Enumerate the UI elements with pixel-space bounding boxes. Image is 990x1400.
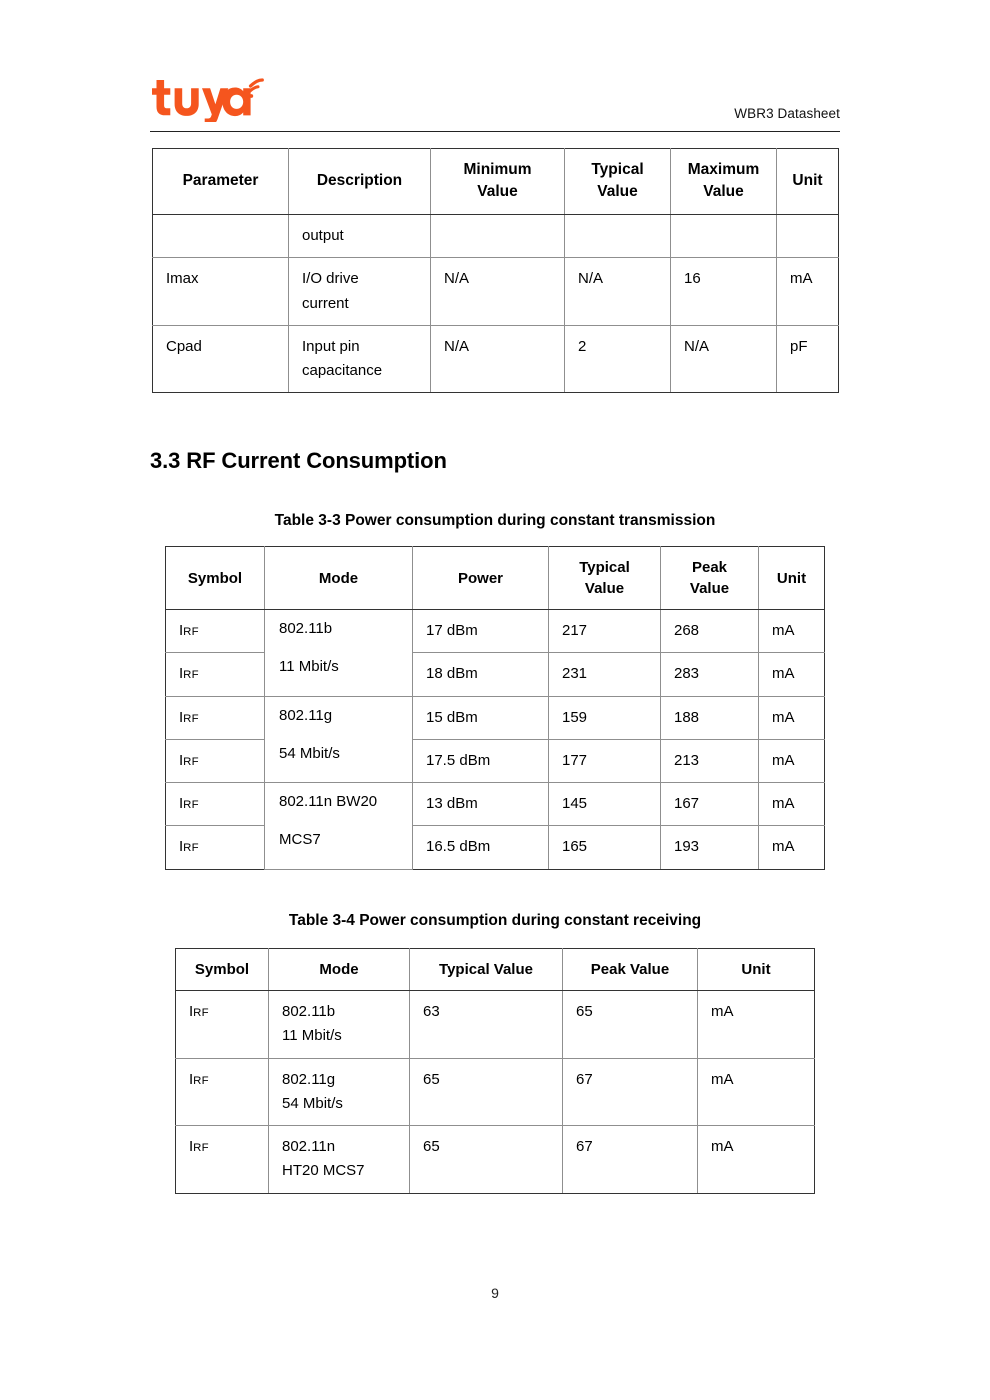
cell-parameter: Imax (153, 258, 289, 326)
cell-symbol (166, 653, 265, 696)
cell-peak: 283 (661, 653, 759, 696)
table-row (166, 783, 825, 826)
cell-description-line2: capacitance (302, 362, 383, 380)
column-header-typical-line2: Value (584, 580, 625, 597)
symbol-subscript: RF (193, 1007, 209, 1019)
cell-peak: 213 (661, 739, 759, 782)
cell-mode-line1: 802.11g (279, 706, 333, 724)
table-row (166, 826, 825, 869)
cell-symbol (166, 610, 265, 653)
column-header-typical-line1: Typical (591, 161, 644, 178)
cell-minimum: N/A (431, 325, 565, 393)
symbol-base: I (179, 708, 184, 726)
page-number: 9 (491, 1285, 499, 1301)
cell-description: output (289, 214, 431, 257)
cell-mode (265, 696, 413, 783)
cell-mode (269, 1058, 410, 1126)
column-header-maximum-value (671, 149, 777, 215)
symbol-base: I (179, 665, 184, 683)
table-header-row (176, 949, 815, 991)
cell-typical: 65 (410, 1126, 563, 1194)
cell-typical: N/A (565, 258, 671, 326)
table-row (166, 610, 825, 653)
cell-typical: 177 (549, 739, 661, 782)
table-row (166, 739, 825, 782)
cell-unit: mA (759, 826, 825, 869)
cell-unit: mA (759, 653, 825, 696)
cell-unit: mA (759, 696, 825, 739)
column-header-typical-line1: Typical (579, 559, 630, 576)
cell-peak: 193 (661, 826, 759, 869)
column-header-typical-value (549, 547, 661, 610)
symbol-base: I (189, 1003, 194, 1020)
symbol-subscript: RF (183, 626, 199, 638)
document-header (150, 70, 840, 132)
cell-symbol (176, 1058, 269, 1126)
column-header-symbol: Symbol (166, 547, 265, 610)
table-row (153, 258, 839, 326)
cell-mode-line1: 802.11b (282, 1003, 336, 1020)
cell-mode (269, 1126, 410, 1194)
column-header-power: Power (413, 547, 549, 610)
cell-parameter: Cpad (153, 325, 289, 393)
cell-symbol (176, 991, 269, 1059)
cell-mode-line2: MCS7 (279, 831, 321, 849)
cell-peak: 67 (563, 1126, 698, 1194)
cell-unit: mA (698, 1058, 815, 1126)
cell-mode-line2: 54 Mbit/s (279, 744, 340, 762)
symbol-base: I (179, 751, 184, 769)
cell-typical: 145 (549, 783, 661, 826)
cell-typical: 2 (565, 325, 671, 393)
column-header-unit: Unit (759, 547, 825, 610)
cell-unit (777, 214, 839, 257)
cell-typical: 159 (549, 696, 661, 739)
column-header-parameter: Parameter (153, 149, 289, 215)
column-header-minimum-line1: Minimum (463, 161, 532, 178)
cell-symbol (166, 739, 265, 782)
table-3-4-constant-receiving (175, 948, 815, 1194)
header-divider-rule (150, 131, 840, 132)
symbol-subscript: RF (183, 669, 199, 682)
cell-mode-line2: 11 Mbit/s (282, 1027, 342, 1045)
symbol-base: I (189, 1070, 194, 1088)
cell-unit: mA (698, 1126, 815, 1194)
cell-maximum (671, 214, 777, 257)
cell-mode-line2: 54 Mbit/s (282, 1094, 343, 1112)
cell-typical: 217 (549, 610, 661, 653)
cell-mode-line1: 802.11n BW20 (279, 793, 378, 811)
column-header-typical-value: Typical Value (410, 949, 563, 991)
cell-mode-line2: HT20 MCS7 (282, 1162, 365, 1180)
cell-typical: 65 (410, 1058, 563, 1126)
symbol-subscript: RF (183, 712, 199, 725)
table-row (166, 696, 825, 739)
cell-peak: 167 (661, 783, 759, 826)
cell-mode (265, 783, 413, 870)
table-row (166, 653, 825, 696)
symbol-base: I (179, 838, 184, 856)
column-header-maximum-line1: Maximum (687, 161, 760, 178)
table-row (153, 325, 839, 393)
cell-peak: 268 (661, 610, 759, 653)
cell-typical: 63 (410, 991, 563, 1059)
cell-power: 18 dBm (413, 653, 549, 696)
cell-unit: pF (777, 325, 839, 393)
table-3-3-caption: Table 3-3 Power consumption during constant transmission (274, 512, 716, 529)
cell-symbol (166, 696, 265, 739)
cell-mode (269, 991, 410, 1059)
column-header-symbol: Symbol (176, 949, 269, 991)
column-header-unit: Unit (698, 949, 815, 991)
column-header-mode: Mode (269, 949, 410, 991)
cell-power: 16.5 dBm (413, 826, 549, 869)
column-header-peak-line1: Peak (691, 559, 728, 576)
symbol-subscript: RF (193, 1142, 209, 1155)
cell-unit: mA (759, 739, 825, 782)
cell-unit: mA (698, 991, 815, 1059)
column-header-minimum-value (431, 149, 565, 215)
column-header-typical-value (565, 149, 671, 215)
symbol-subscript: RF (183, 842, 199, 855)
table-header-row (166, 547, 825, 610)
page-title: 3.3 RF Current Consumption (150, 448, 447, 473)
column-header-mode: Mode (265, 547, 413, 610)
cell-peak: 67 (563, 1058, 698, 1126)
cell-typical (565, 214, 671, 257)
column-header-typical-line2: Value (597, 183, 638, 201)
symbol-base: I (189, 1138, 194, 1156)
cell-typical: 231 (549, 653, 661, 696)
table-3-3-constant-transmission (165, 546, 825, 870)
table-row (176, 1126, 815, 1194)
cell-minimum: N/A (431, 258, 565, 326)
table-header-row (153, 149, 839, 215)
cell-description-line2: current (302, 294, 349, 312)
cell-symbol (176, 1126, 269, 1194)
cell-description (289, 325, 431, 393)
cell-peak: 65 (563, 991, 698, 1059)
cell-mode-line1: 802.11n (282, 1138, 336, 1156)
cell-mode-line1: 802.11g (282, 1070, 336, 1088)
column-header-maximum-line2: Value (703, 183, 744, 201)
symbol-subscript: RF (193, 1074, 209, 1087)
cell-unit: mA (777, 258, 839, 326)
cell-description-line1: I/O drive (302, 270, 359, 288)
table-row (176, 1058, 815, 1126)
cell-unit: mA (759, 610, 825, 653)
cell-description (289, 258, 431, 326)
cell-peak: 188 (661, 696, 759, 739)
table-row (176, 991, 815, 1059)
column-header-peak-value: Peak Value (563, 949, 698, 991)
cell-typical: 165 (549, 826, 661, 869)
cell-maximum: 16 (671, 258, 777, 326)
cell-symbol (166, 783, 265, 826)
cell-power: 17 dBm (413, 610, 549, 653)
cell-parameter (153, 214, 289, 257)
tuya-logo (150, 74, 265, 122)
cell-mode-line1: 802.11b (279, 620, 333, 637)
symbol-base: I (179, 795, 184, 813)
cell-power: 17.5 dBm (413, 739, 549, 782)
column-header-unit: Unit (777, 149, 839, 215)
cell-maximum: N/A (671, 325, 777, 393)
column-header-minimum-line2: Value (477, 183, 518, 201)
symbol-base: I (179, 622, 184, 639)
cell-mode-line2: 11 Mbit/s (279, 658, 339, 676)
electrical-parameters-table (152, 148, 839, 393)
cell-power: 13 dBm (413, 783, 549, 826)
cell-power: 15 dBm (413, 696, 549, 739)
table-3-4-caption: Table 3-4 Power consumption during constant receiving (288, 912, 702, 929)
cell-minimum (431, 214, 565, 257)
symbol-subscript: RF (183, 755, 199, 768)
cell-symbol (166, 826, 265, 869)
cell-mode (265, 610, 413, 697)
symbol-subscript: RF (183, 799, 199, 812)
cell-description-line1: Input pin (302, 337, 360, 355)
column-header-peak-line2: Value (689, 580, 730, 597)
document-header-title: WBR3 Datasheet (734, 106, 840, 121)
column-header-description: Description (289, 149, 431, 215)
table-row (153, 214, 839, 257)
cell-unit: mA (759, 783, 825, 826)
column-header-peak-value (661, 547, 759, 610)
